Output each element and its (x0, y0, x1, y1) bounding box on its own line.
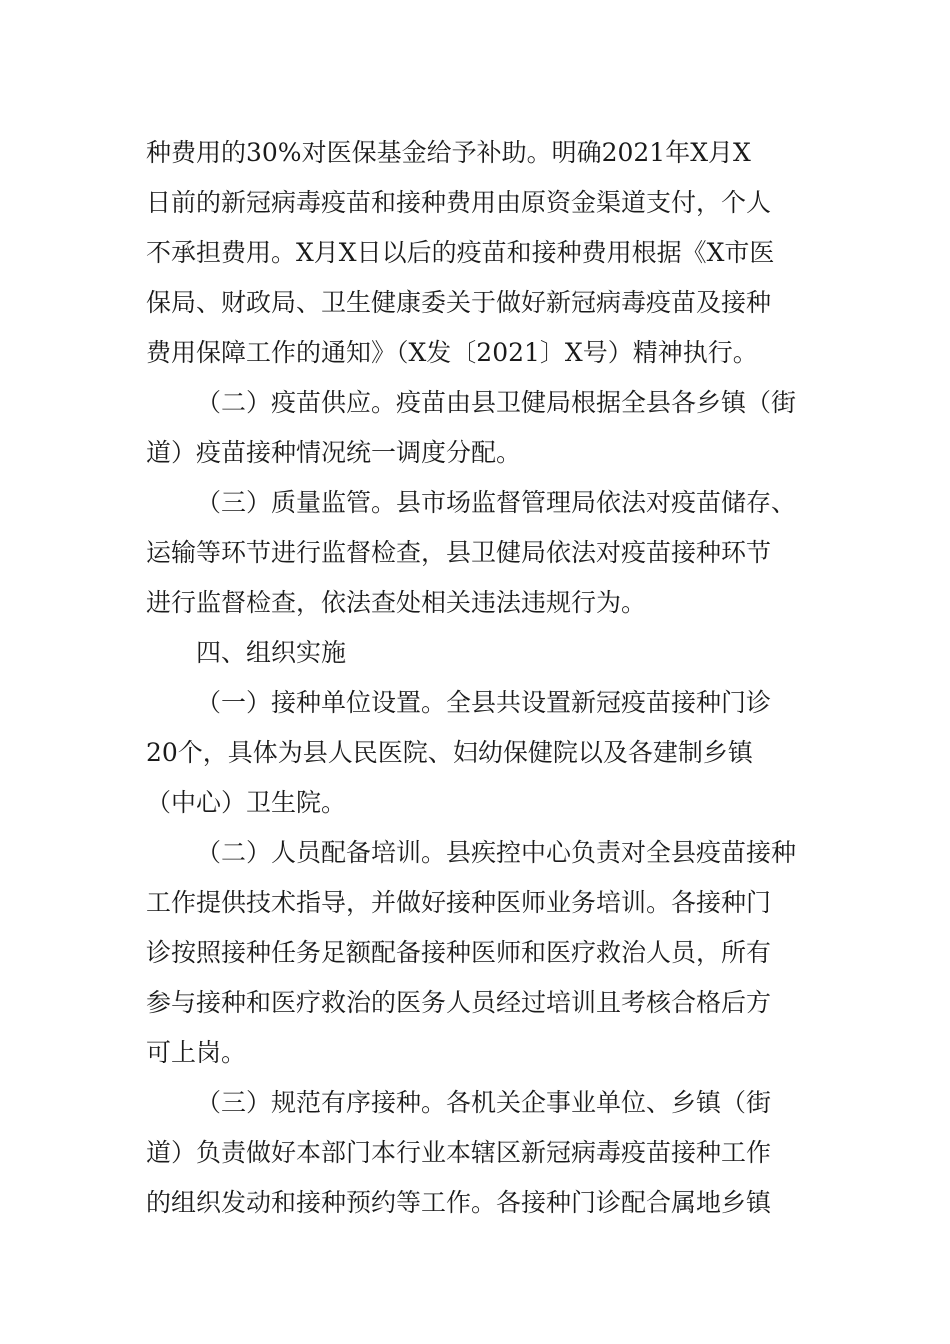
paragraph-start-line: （三）规范有序接种。各机关企事业单位、乡镇（街 (196, 1088, 772, 1117)
text-line: 参与接种和医疗救治的医务人员经过培训且考核合格后方 (146, 988, 772, 1017)
section-heading: 四、组织实施 (196, 638, 347, 667)
text-line: 不承担费用。X月X日以后的疫苗和接种费用根据《X市医 (146, 238, 775, 267)
text-line: 进行监督检查，依法查处相关违法违规行为。 (146, 588, 647, 617)
paragraph-start-line: （三）质量监管。县市场监督管理局依法对疫苗储存、 (196, 488, 797, 517)
text-line: （中心）卫生院。 (146, 788, 347, 817)
text-line: 运输等环节进行监督检查，县卫健局依法对疫苗接种环节 (146, 538, 772, 567)
text-line: 道）负责做好本部门本行业本辖区新冠病毒疫苗接种工作 (146, 1138, 772, 1167)
text-line: 日前的新冠病毒疫苗和接种费用由原资金渠道支付，个人 (146, 188, 772, 217)
paragraph-start-line: （二）人员配备培训。县疾控中心负责对全县疫苗接种 (196, 838, 797, 867)
text-line: 可上岗。 (146, 1038, 247, 1067)
text-line: 费用保障工作的通知》（X发〔2021〕X号）精神执行。 (146, 338, 758, 367)
text-line: 种费用的30%对医保基金给予补助。明确2021年X月X (146, 138, 751, 167)
paragraph-start-line: （二）疫苗供应。疫苗由县卫健局根据全县各乡镇（街 (196, 388, 797, 417)
text-line: 工作提供技术指导，并做好接种医师业务培训。各接种门 (146, 888, 772, 917)
text-line: 保局、财政局、卫生健康委关于做好新冠病毒疫苗及接种 (146, 288, 772, 317)
text-line: 诊按照接种任务足额配备接种医师和医疗救治人员，所有 (146, 938, 772, 967)
text-line: 的组织发动和接种预约等工作。各接种门诊配合属地乡镇 (146, 1188, 772, 1217)
paragraph-start-line: （一）接种单位设置。全县共设置新冠疫苗接种门诊 (196, 688, 772, 717)
text-line: 道）疫苗接种情况统一调度分配。 (146, 438, 522, 467)
text-line: 20个，具体为县人民医院、妇幼保健院以及各建制乡镇 (146, 738, 753, 767)
